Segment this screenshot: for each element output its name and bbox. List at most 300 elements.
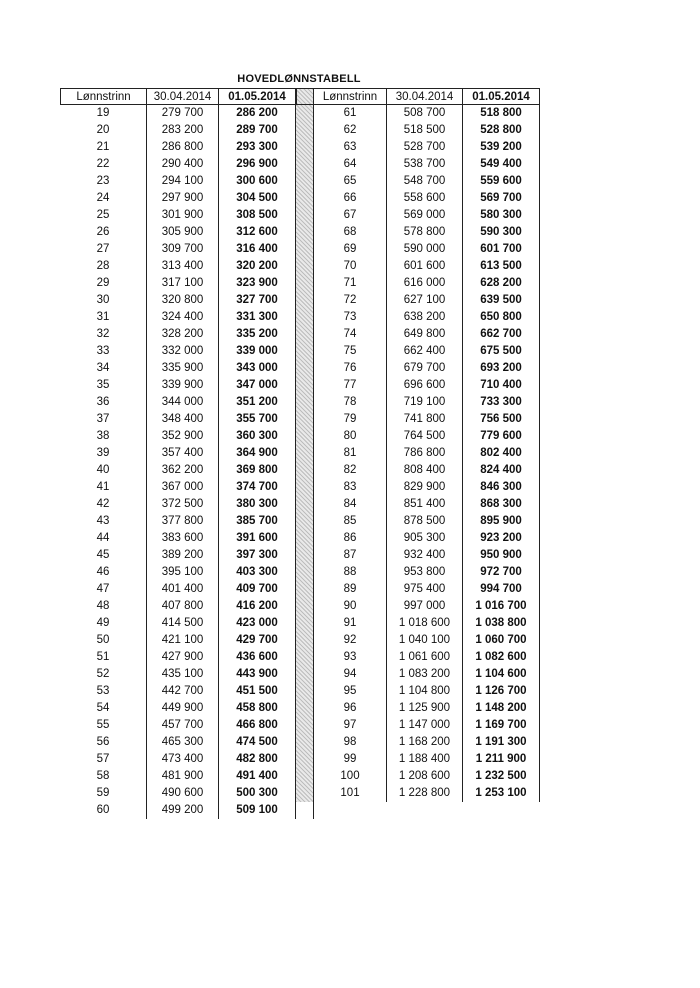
step-cell-2: 72 xyxy=(343,294,357,306)
old-salary-cell: 421 100 xyxy=(146,632,218,649)
step-cell: 51 xyxy=(96,651,110,663)
old-salary-cell: 427 900 xyxy=(146,649,218,666)
table-row xyxy=(60,802,540,819)
new-salary-cell-2: 1 148 200 xyxy=(462,700,540,717)
column-separator xyxy=(296,768,314,785)
step-cell-2: 101 xyxy=(340,787,360,799)
step-cell: 20 xyxy=(96,124,110,136)
old-salary-cell-2: 569 000 xyxy=(386,207,462,224)
new-salary-cell: 312 600 xyxy=(218,224,296,241)
column-separator xyxy=(296,496,314,513)
old-salary-cell: 372 500 xyxy=(146,496,218,513)
step-cell: 49 xyxy=(96,617,110,629)
step-cell: 19 xyxy=(96,107,110,119)
new-salary-cell-2: 802 400 xyxy=(462,445,540,462)
table-row xyxy=(60,768,540,785)
table-row xyxy=(60,666,540,683)
step-cell-2: 76 xyxy=(343,362,357,374)
step-cell-2: 73 xyxy=(343,311,357,323)
table-row xyxy=(60,734,540,751)
new-salary-cell-2: 601 700 xyxy=(462,241,540,258)
header-new-date-2: 01.05.2014 xyxy=(462,88,540,105)
new-salary-cell: 509 100 xyxy=(218,802,296,819)
step-cell: 57 xyxy=(96,753,110,765)
table-row xyxy=(60,683,540,700)
header-old-date: 30.04.2014 xyxy=(146,88,218,105)
step-cell-2: 97 xyxy=(343,719,357,731)
table-row xyxy=(60,615,540,632)
old-salary-cell: 335 900 xyxy=(146,360,218,377)
step-cell: 35 xyxy=(96,379,110,391)
old-salary-cell: 279 700 xyxy=(146,105,218,122)
column-separator xyxy=(296,530,314,547)
old-salary-cell-2: 1 104 800 xyxy=(386,683,462,700)
new-salary-cell: 293 300 xyxy=(218,139,296,156)
new-salary-cell-2: 539 200 xyxy=(462,139,540,156)
new-salary-cell: 327 700 xyxy=(218,292,296,309)
table-row xyxy=(60,224,540,241)
step-cell: 28 xyxy=(96,260,110,272)
table-header-row xyxy=(60,88,540,105)
step-cell-2: 71 xyxy=(343,277,357,289)
old-salary-cell-2: 1 061 600 xyxy=(386,649,462,666)
old-salary-cell: 324 400 xyxy=(146,309,218,326)
new-salary-cell-2: 613 500 xyxy=(462,258,540,275)
new-salary-cell: 443 900 xyxy=(218,666,296,683)
new-salary-cell-2: 923 200 xyxy=(462,530,540,547)
step-cell-2: 78 xyxy=(343,396,357,408)
table-row xyxy=(60,207,540,224)
step-cell: 32 xyxy=(96,328,110,340)
step-cell: 33 xyxy=(96,345,110,357)
table-row xyxy=(60,411,540,428)
column-separator xyxy=(296,666,314,683)
new-salary-cell-2: 1 211 900 xyxy=(462,751,540,768)
column-separator xyxy=(296,751,314,768)
column-separator xyxy=(296,105,314,122)
old-salary-cell: 435 100 xyxy=(146,666,218,683)
new-salary-cell: 491 400 xyxy=(218,768,296,785)
old-salary-cell-2: 1 168 200 xyxy=(386,734,462,751)
old-salary-cell: 309 700 xyxy=(146,241,218,258)
step-cell-2: 62 xyxy=(343,124,357,136)
table-row xyxy=(60,139,540,156)
new-salary-cell: 474 500 xyxy=(218,734,296,751)
header-old-date-2: 30.04.2014 xyxy=(386,88,462,105)
old-salary-cell-2: 851 400 xyxy=(386,496,462,513)
new-salary-cell-2: 639 500 xyxy=(462,292,540,309)
column-separator xyxy=(296,445,314,462)
old-salary-cell: 389 200 xyxy=(146,547,218,564)
table-row xyxy=(60,785,540,802)
new-salary-cell-2: 590 300 xyxy=(462,224,540,241)
old-salary-cell: 357 400 xyxy=(146,445,218,462)
new-salary-cell-2: 779 600 xyxy=(462,428,540,445)
step-cell: 43 xyxy=(96,515,110,527)
new-salary-cell: 482 800 xyxy=(218,751,296,768)
new-salary-cell-2: 559 600 xyxy=(462,173,540,190)
old-salary-cell: 407 800 xyxy=(146,598,218,615)
table-row xyxy=(60,598,540,615)
new-salary-cell: 335 200 xyxy=(218,326,296,343)
new-salary-cell: 316 400 xyxy=(218,241,296,258)
column-separator xyxy=(296,190,314,207)
old-salary-cell-2: 932 400 xyxy=(386,547,462,564)
step-cell: 22 xyxy=(96,158,110,170)
column-separator xyxy=(296,224,314,241)
column-separator xyxy=(296,394,314,411)
old-salary-cell-2: 528 700 xyxy=(386,139,462,156)
new-salary-cell-2: 824 400 xyxy=(462,462,540,479)
step-cell-2: 96 xyxy=(343,702,357,714)
new-salary-cell-2: 895 900 xyxy=(462,513,540,530)
step-cell-2: 86 xyxy=(343,532,357,544)
old-salary-cell-2: 1 147 000 xyxy=(386,717,462,734)
table-row xyxy=(60,700,540,717)
new-salary-cell: 391 600 xyxy=(218,530,296,547)
step-cell: 54 xyxy=(96,702,110,714)
table-row xyxy=(60,326,540,343)
column-separator xyxy=(296,377,314,394)
new-salary-cell: 385 700 xyxy=(218,513,296,530)
old-salary-cell-2: 578 800 xyxy=(386,224,462,241)
column-separator xyxy=(296,173,314,190)
old-salary-cell: 305 900 xyxy=(146,224,218,241)
column-separator xyxy=(296,734,314,751)
column-separator xyxy=(296,649,314,666)
new-salary-cell-2: 868 300 xyxy=(462,496,540,513)
old-salary-cell: 286 800 xyxy=(146,139,218,156)
step-cell-2: 99 xyxy=(343,753,357,765)
step-cell: 21 xyxy=(96,141,110,153)
new-salary-cell-2: 1 038 800 xyxy=(462,615,540,632)
column-separator xyxy=(296,683,314,700)
old-salary-cell-2: 538 700 xyxy=(386,156,462,173)
old-salary-cell: 328 200 xyxy=(146,326,218,343)
header-step-2: Lønnstrinn xyxy=(314,88,386,105)
table-row xyxy=(60,751,540,768)
table-row xyxy=(60,717,540,734)
column-separator xyxy=(296,156,314,173)
step-cell-2: 90 xyxy=(343,600,357,612)
table-row xyxy=(60,122,540,139)
step-cell-2: 79 xyxy=(343,413,357,425)
new-salary-cell-2: 1 104 600 xyxy=(462,666,540,683)
table-row xyxy=(60,428,540,445)
step-cell-2: 68 xyxy=(343,226,357,238)
salary-table xyxy=(60,88,540,819)
step-cell: 40 xyxy=(96,464,110,476)
new-salary-cell-2: 733 300 xyxy=(462,394,540,411)
step-cell-2: 83 xyxy=(343,481,357,493)
column-separator xyxy=(296,564,314,581)
step-cell-2: 91 xyxy=(343,617,357,629)
step-cell-2: 80 xyxy=(343,430,357,442)
new-salary-cell: 360 300 xyxy=(218,428,296,445)
column-separator xyxy=(296,139,314,156)
old-salary-cell-2: 1 083 200 xyxy=(386,666,462,683)
new-salary-cell-2: 569 700 xyxy=(462,190,540,207)
step-cell-2 xyxy=(314,802,386,819)
new-salary-cell: 323 900 xyxy=(218,275,296,292)
old-salary-cell: 442 700 xyxy=(146,683,218,700)
new-salary-cell: 458 800 xyxy=(218,700,296,717)
step-cell: 24 xyxy=(96,192,110,204)
new-salary-cell: 296 900 xyxy=(218,156,296,173)
old-salary-cell: 490 600 xyxy=(146,785,218,802)
step-cell: 60 xyxy=(96,804,110,816)
column-separator xyxy=(296,207,314,224)
old-salary-cell: 290 400 xyxy=(146,156,218,173)
old-salary-cell: 362 200 xyxy=(146,462,218,479)
step-cell-2: 77 xyxy=(343,379,357,391)
table-row xyxy=(60,105,540,122)
table-row xyxy=(60,377,540,394)
new-salary-cell-2: 1 191 300 xyxy=(462,734,540,751)
new-salary-cell-2: 846 300 xyxy=(462,479,540,496)
new-salary-cell: 429 700 xyxy=(218,632,296,649)
old-salary-cell: 473 400 xyxy=(146,751,218,768)
step-cell: 39 xyxy=(96,447,110,459)
step-cell: 27 xyxy=(96,243,110,255)
new-salary-cell-2: 628 200 xyxy=(462,275,540,292)
old-salary-cell-2: 1 228 800 xyxy=(386,785,462,802)
step-cell-2: 94 xyxy=(343,668,357,680)
table-row xyxy=(60,513,540,530)
table-row xyxy=(60,547,540,564)
header-new-date: 01.05.2014 xyxy=(218,88,296,105)
new-salary-cell: 351 200 xyxy=(218,394,296,411)
new-salary-cell-2: 1 169 700 xyxy=(462,717,540,734)
table-row xyxy=(60,394,540,411)
old-salary-cell: 348 400 xyxy=(146,411,218,428)
column-separator xyxy=(296,326,314,343)
new-salary-cell: 416 200 xyxy=(218,598,296,615)
table-row xyxy=(60,190,540,207)
new-salary-cell: 331 300 xyxy=(218,309,296,326)
old-salary-cell-2: 508 700 xyxy=(386,105,462,122)
column-separator xyxy=(296,122,314,139)
table-row xyxy=(60,564,540,581)
step-cell: 36 xyxy=(96,396,110,408)
new-salary-cell-2: 710 400 xyxy=(462,377,540,394)
old-salary-cell: 283 200 xyxy=(146,122,218,139)
new-salary-cell: 466 800 xyxy=(218,717,296,734)
old-salary-cell-2: 679 700 xyxy=(386,360,462,377)
column-separator xyxy=(296,88,314,105)
step-cell-2: 81 xyxy=(343,447,357,459)
old-salary-cell-2: 548 700 xyxy=(386,173,462,190)
column-separator xyxy=(296,258,314,275)
new-salary-cell-2: 528 800 xyxy=(462,122,540,139)
new-salary-cell: 286 200 xyxy=(218,105,296,122)
step-cell: 46 xyxy=(96,566,110,578)
table-body xyxy=(60,105,540,819)
new-salary-cell: 339 000 xyxy=(218,343,296,360)
column-separator xyxy=(296,547,314,564)
old-salary-cell: 457 700 xyxy=(146,717,218,734)
new-salary-cell-2: 1 082 600 xyxy=(462,649,540,666)
column-separator xyxy=(296,513,314,530)
new-salary-cell: 343 000 xyxy=(218,360,296,377)
page-title: HOVEDLØNNSTABELL xyxy=(237,73,361,85)
old-salary-cell-2: 601 600 xyxy=(386,258,462,275)
old-salary-cell: 377 800 xyxy=(146,513,218,530)
table-row xyxy=(60,156,540,173)
step-cell-2: 69 xyxy=(343,243,357,255)
new-salary-cell: 451 500 xyxy=(218,683,296,700)
step-cell-2: 75 xyxy=(343,345,357,357)
step-cell: 26 xyxy=(96,226,110,238)
new-salary-cell: 500 300 xyxy=(218,785,296,802)
step-cell-2: 88 xyxy=(343,566,357,578)
step-cell: 58 xyxy=(96,770,110,782)
old-salary-cell: 332 000 xyxy=(146,343,218,360)
step-cell-2: 63 xyxy=(343,141,357,153)
step-cell: 25 xyxy=(96,209,110,221)
new-salary-cell: 374 700 xyxy=(218,479,296,496)
step-cell: 37 xyxy=(96,413,110,425)
new-salary-cell-2: 756 500 xyxy=(462,411,540,428)
table-row xyxy=(60,632,540,649)
old-salary-cell: 352 900 xyxy=(146,428,218,445)
new-salary-cell: 397 300 xyxy=(218,547,296,564)
old-salary-cell-2: 1 208 600 xyxy=(386,768,462,785)
step-cell: 31 xyxy=(96,311,110,323)
old-salary-cell: 313 400 xyxy=(146,258,218,275)
table-row xyxy=(60,343,540,360)
old-salary-cell: 317 100 xyxy=(146,275,218,292)
step-cell: 55 xyxy=(96,719,110,731)
new-salary-cell: 369 800 xyxy=(218,462,296,479)
old-salary-cell: 449 900 xyxy=(146,700,218,717)
new-salary-cell-2: 693 200 xyxy=(462,360,540,377)
new-salary-cell-2: 1 060 700 xyxy=(462,632,540,649)
old-salary-cell-2: 786 800 xyxy=(386,445,462,462)
step-cell: 41 xyxy=(96,481,110,493)
table-row xyxy=(60,581,540,598)
table-row xyxy=(60,292,540,309)
new-salary-cell-2 xyxy=(462,802,540,819)
step-cell-2: 87 xyxy=(343,549,357,561)
step-cell: 44 xyxy=(96,532,110,544)
step-cell: 48 xyxy=(96,600,110,612)
column-separator xyxy=(296,802,314,819)
old-salary-cell-2: 878 500 xyxy=(386,513,462,530)
step-cell-2: 67 xyxy=(343,209,357,221)
column-separator xyxy=(296,309,314,326)
step-cell-2: 100 xyxy=(340,770,360,782)
old-salary-cell: 320 800 xyxy=(146,292,218,309)
new-salary-cell: 300 600 xyxy=(218,173,296,190)
step-cell-2: 64 xyxy=(343,158,357,170)
new-salary-cell-2: 580 300 xyxy=(462,207,540,224)
new-salary-cell: 423 000 xyxy=(218,615,296,632)
table-row xyxy=(60,241,540,258)
old-salary-cell-2: 1 125 900 xyxy=(386,700,462,717)
old-salary-cell-2: 1 018 600 xyxy=(386,615,462,632)
step-cell: 42 xyxy=(96,498,110,510)
new-salary-cell-2: 994 700 xyxy=(462,581,540,598)
new-salary-cell-2: 518 800 xyxy=(462,105,540,122)
old-salary-cell-2: 638 200 xyxy=(386,309,462,326)
old-salary-cell: 465 300 xyxy=(146,734,218,751)
new-salary-cell: 364 900 xyxy=(218,445,296,462)
new-salary-cell-2: 662 700 xyxy=(462,326,540,343)
old-salary-cell-2: 719 100 xyxy=(386,394,462,411)
new-salary-cell: 403 300 xyxy=(218,564,296,581)
old-salary-cell-2: 696 600 xyxy=(386,377,462,394)
old-salary-cell: 367 000 xyxy=(146,479,218,496)
old-salary-cell-2: 953 800 xyxy=(386,564,462,581)
table-row xyxy=(60,496,540,513)
step-cell-2: 84 xyxy=(343,498,357,510)
column-separator xyxy=(296,717,314,734)
step-cell-2: 98 xyxy=(343,736,357,748)
column-separator xyxy=(296,360,314,377)
table-row xyxy=(60,173,540,190)
old-salary-cell: 301 900 xyxy=(146,207,218,224)
step-cell: 30 xyxy=(96,294,110,306)
table-row xyxy=(60,462,540,479)
old-salary-cell: 414 500 xyxy=(146,615,218,632)
table-row xyxy=(60,258,540,275)
new-salary-cell: 409 700 xyxy=(218,581,296,598)
old-salary-cell-2: 997 000 xyxy=(386,598,462,615)
new-salary-cell: 436 600 xyxy=(218,649,296,666)
old-salary-cell-2: 558 600 xyxy=(386,190,462,207)
new-salary-cell-2: 950 900 xyxy=(462,547,540,564)
step-cell: 23 xyxy=(96,175,110,187)
new-salary-cell: 347 000 xyxy=(218,377,296,394)
new-salary-cell: 304 500 xyxy=(218,190,296,207)
old-salary-cell: 395 100 xyxy=(146,564,218,581)
old-salary-cell-2: 649 800 xyxy=(386,326,462,343)
old-salary-cell-2: 741 800 xyxy=(386,411,462,428)
old-salary-cell: 383 600 xyxy=(146,530,218,547)
new-salary-cell-2: 549 400 xyxy=(462,156,540,173)
column-separator xyxy=(296,343,314,360)
step-cell-2: 66 xyxy=(343,192,357,204)
table-row xyxy=(60,445,540,462)
step-cell-2: 85 xyxy=(343,515,357,527)
step-cell-2: 95 xyxy=(343,685,357,697)
table-row xyxy=(60,530,540,547)
old-salary-cell-2: 1 040 100 xyxy=(386,632,462,649)
old-salary-cell: 481 900 xyxy=(146,768,218,785)
table-row xyxy=(60,360,540,377)
table-row xyxy=(60,275,540,292)
header-step: Lønnstrinn xyxy=(60,88,146,105)
old-salary-cell-2: 616 000 xyxy=(386,275,462,292)
old-salary-cell-2: 829 900 xyxy=(386,479,462,496)
new-salary-cell: 308 500 xyxy=(218,207,296,224)
new-salary-cell-2: 650 800 xyxy=(462,309,540,326)
new-salary-cell: 380 300 xyxy=(218,496,296,513)
old-salary-cell: 297 900 xyxy=(146,190,218,207)
column-separator xyxy=(296,428,314,445)
old-salary-cell-2 xyxy=(386,802,462,819)
old-salary-cell-2: 518 500 xyxy=(386,122,462,139)
table-row xyxy=(60,309,540,326)
step-cell: 50 xyxy=(96,634,110,646)
old-salary-cell-2: 627 100 xyxy=(386,292,462,309)
new-salary-cell: 289 700 xyxy=(218,122,296,139)
step-cell: 53 xyxy=(96,685,110,697)
new-salary-cell-2: 1 232 500 xyxy=(462,768,540,785)
column-separator xyxy=(296,598,314,615)
step-cell: 38 xyxy=(96,430,110,442)
